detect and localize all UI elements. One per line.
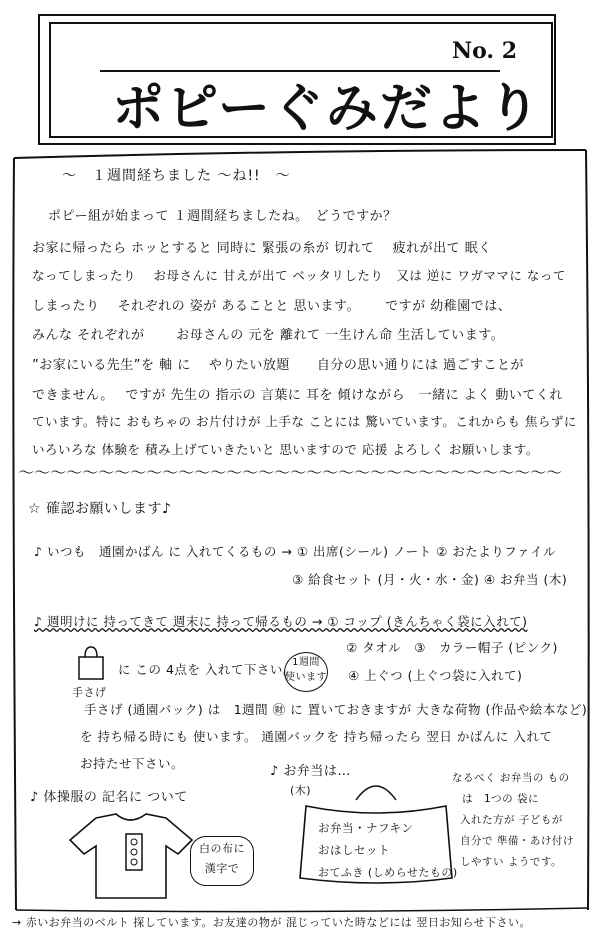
one-week-badge: 1週間 使います xyxy=(284,652,328,692)
name-tag-bubble xyxy=(190,836,254,886)
daily-items-line-2: ③ 給食セット (月・火・水・金) ④ お弁当 (木) xyxy=(292,572,568,587)
tshirt-icon xyxy=(66,812,196,902)
bento-note-2: は 1つの 袋に xyxy=(462,793,540,805)
bag-instruction: に この 4点を 入れて下さい。 xyxy=(118,662,296,677)
bubble-line-1: 白の布に xyxy=(199,842,245,855)
bag-note-line-2: を 持ち帰る時にも 使います。 通園バックを 持ち帰ったら 翌日 かばんに 入れて xyxy=(80,729,553,744)
bubble-line-2: 漢字で xyxy=(204,862,240,875)
bento-item-2: おはしセット xyxy=(318,843,390,857)
bento-item-1: お弁当・ナフキン xyxy=(318,821,414,835)
intro-line-3: なってしまったり お母さんに 甘えが出て ベッタリしたり 又は 逆に ワガママに なって xyxy=(32,268,566,283)
intro-line-5: みんな それぞれが お母さんの 元を 離れて 一生けん命 生活しています。 xyxy=(32,328,505,343)
tote-bag-icon xyxy=(76,645,106,681)
bento-day: (木) xyxy=(290,784,312,797)
bag-note-line-1: 手さげ (通園バック) は 1週間 ㊖ に 置いておきますが 大きな荷物 (作品や絵本など) xyxy=(84,702,588,717)
wave-divider: ～～～～～～～～～～～～～～～～～～～～～～～～～～～～～～～～～～ xyxy=(18,463,563,482)
intro-line-2: お家に帰ったら ホッとすると 同時に 緊張の糸が 切れて 疲れが出て 眠く xyxy=(32,241,492,256)
bag-caption: 手さげ xyxy=(72,686,107,699)
bento-item-3: おてふき (しめらせたもの) xyxy=(318,866,458,879)
intro-line-6: ”お家にいる先生”を 軸 に やりたい放題 自分の思い通りには 過ごすことが xyxy=(32,358,524,373)
intro-line-9: いろいろな 体験を 積み上げていきたいと 思いますので 応援 よろしく お願いします。 xyxy=(32,442,539,457)
weekly-items-line-2: ② タオル ③ カラー帽子 (ピンク) xyxy=(346,640,558,655)
weekly-items-line-1: ♪ 週明けに 持ってきて 週末に 持って帰るもの → ① コップ (きんちゃく袋に入れて) xyxy=(34,614,528,629)
bento-note-4: 自分で 準備・あけ付け xyxy=(460,835,574,847)
weekly-items-line-3: ④ 上ぐつ (上ぐつ袋に入れて) xyxy=(348,668,523,683)
confirm-heading: ☆ 確認お願いします♪ xyxy=(28,501,172,517)
bento-note-5: しやすい ようです。 xyxy=(460,856,562,868)
intro-line-8: ています。特に おもちゃの お片付けが 上手な ことには 驚いています。これからも 焦らずに xyxy=(32,414,577,429)
intro-heading: ～ １週間経ちました ～ね!! ～ xyxy=(62,168,291,184)
bento-note-1: なるべく お弁当の もの xyxy=(452,772,570,784)
footer-note: → 赤いお弁当のベルト 探しています。お友達の物が 混じっていた時などには 翌日お知らせ下さい。 xyxy=(12,916,531,929)
intro-line-7: できません。 ですが 先生の 指示の 言葉に 耳を 傾けながら 一緒に よく 動いてくれ xyxy=(32,388,563,403)
gym-heading: ♪ 体操服の 記名に ついて xyxy=(30,790,188,805)
newsletter-title: ポピーぐみだより xyxy=(112,79,542,139)
intro-line-4: しまったり それぞれの 姿が あることと 思います。 ですが 幼稚園では、 xyxy=(32,299,512,314)
bento-note-3: 入れた方が 子どもが xyxy=(460,814,563,826)
issue-number: No. 2 xyxy=(452,38,518,64)
daily-items-line-1: ♪ いつも 通園かばん に 入れてくるもの → ① 出席(シール) ノート ② おたよりファイル xyxy=(34,544,557,559)
intro-line-1: ポピー組が始まって １週間経ちましたね。 どうですか？ xyxy=(48,209,397,224)
bag-note-line-3: お持たせ下さい。 xyxy=(80,756,185,771)
bento-heading: ♪ お弁当は… xyxy=(270,764,351,779)
